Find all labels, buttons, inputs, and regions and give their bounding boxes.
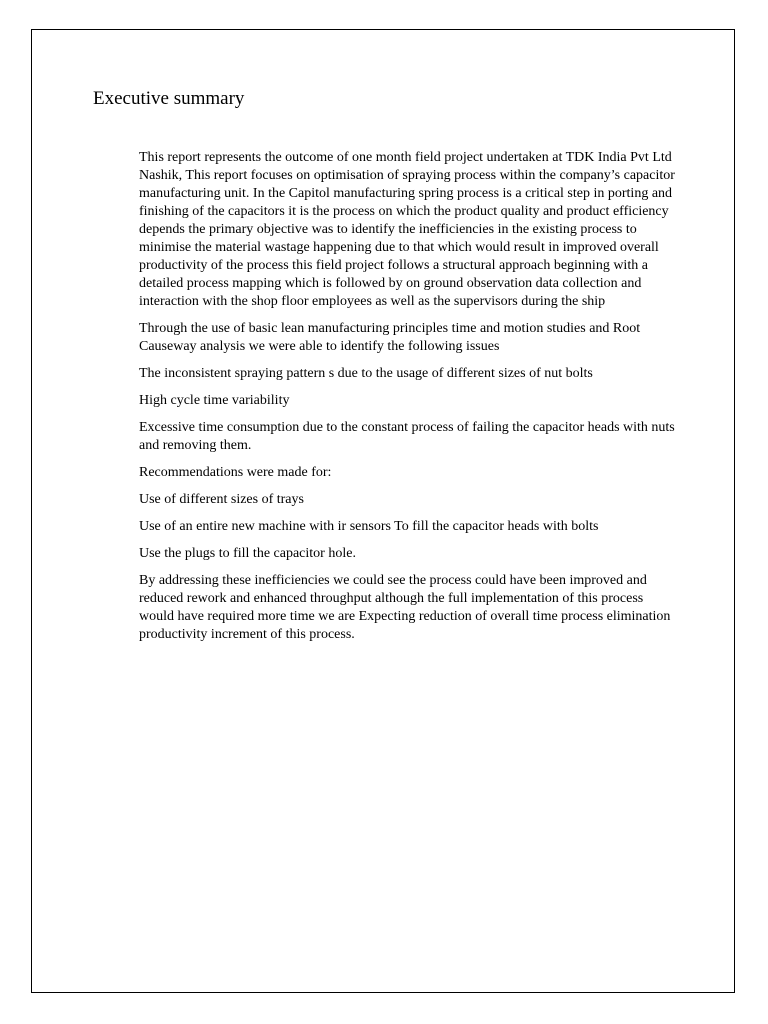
paragraph-recommendation-trays: Use of different sizes of trays bbox=[139, 492, 304, 507]
paragraph-methods: Through the use of basic lean manufacturing principles time and motion studies and Root Causeway analysis we were able to identify the following issues bbox=[139, 321, 641, 354]
paragraph-recommendation-plugs: Use the plugs to fill the capacitor hole. bbox=[139, 546, 356, 561]
paragraph-recommendations-heading: Recommendations were made for: bbox=[139, 465, 332, 480]
paragraph-issue-cycle-time: High cycle time variability bbox=[139, 393, 290, 408]
paragraph-recommendation-machine: Use of an entire new machine with ir sensors To fill the capacitor heads with bolts bbox=[139, 519, 599, 534]
document-body bbox=[139, 149, 679, 653]
paragraph-issue-spraying: The inconsistent spraying pattern s due to the usage of different sizes of nut bolts bbox=[139, 366, 593, 381]
page-title: Executive summary bbox=[93, 88, 245, 109]
paragraph-intro: This report represents the outcome of one month field project undertaken at TDK India Pvt Ltd Nashik, This report focuses on optimisation of spraying process within the company’s capacitor manufacturing unit. In the Capitol manufacturing spring process is a critical step in porting and finishing of the capacitors it is the process on which the product quality and product efficiency depends the primary objective was to identify the inefficiencies in the existing process to minimise the material wastage happening due to that which would result in improved overall productivity of the process this field project follows a structural approach beginning with a detailed process mapping which is followed by on ground observation data collection and interaction with the shop floor employees as well as the supervisors during the ship bbox=[139, 150, 675, 309]
paragraph-conclusion: By addressing these inefficiencies we could see the process could have been improved and reduced rework and enhanced throughput although the full implementation of this process would have required more time we are Expecting reduction of overall time process elimination productivity increment of this process. bbox=[139, 573, 671, 642]
paragraph-issue-time-consumption: Excessive time consumption due to the constant process of failing the capacitor heads with nuts and removing them. bbox=[139, 420, 675, 453]
